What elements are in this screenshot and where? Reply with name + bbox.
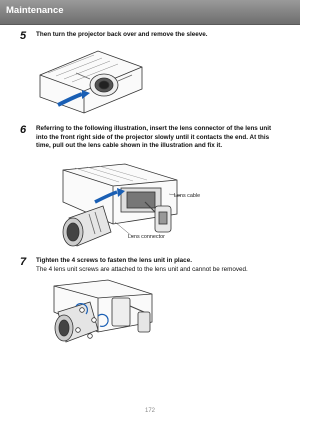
step-number: 7 bbox=[20, 256, 27, 268]
label-lens-cable: Lens cable bbox=[174, 193, 201, 199]
step-text: Referring to the following illustration, insert the lens connector of the lens unit into the front right side of the projector slowly until it contacts the end. At this time, pull out the lens cable shown in the illustration and fix it. bbox=[36, 125, 272, 149]
step-text: Tighten the 4 screws to fasten the lens unit in place. bbox=[36, 257, 192, 264]
page-header bbox=[0, 0, 300, 25]
figure-remove-sleeve bbox=[36, 45, 146, 117]
label-lens-connector: Lens connector bbox=[128, 234, 165, 240]
figure-insert-lens bbox=[55, 162, 185, 257]
step-subtext: The 4 lens unit screws are attached to the lens unit and cannot be removed. bbox=[36, 266, 248, 273]
figure-tighten-screws bbox=[48, 276, 158, 354]
step-text: Then turn the projector back over and remove the sleeve. bbox=[36, 31, 208, 38]
section-title: Maintenance bbox=[6, 5, 64, 16]
page-number: 172 bbox=[144, 408, 155, 414]
step-number: 5 bbox=[20, 30, 27, 42]
step-number: 6 bbox=[20, 124, 27, 136]
